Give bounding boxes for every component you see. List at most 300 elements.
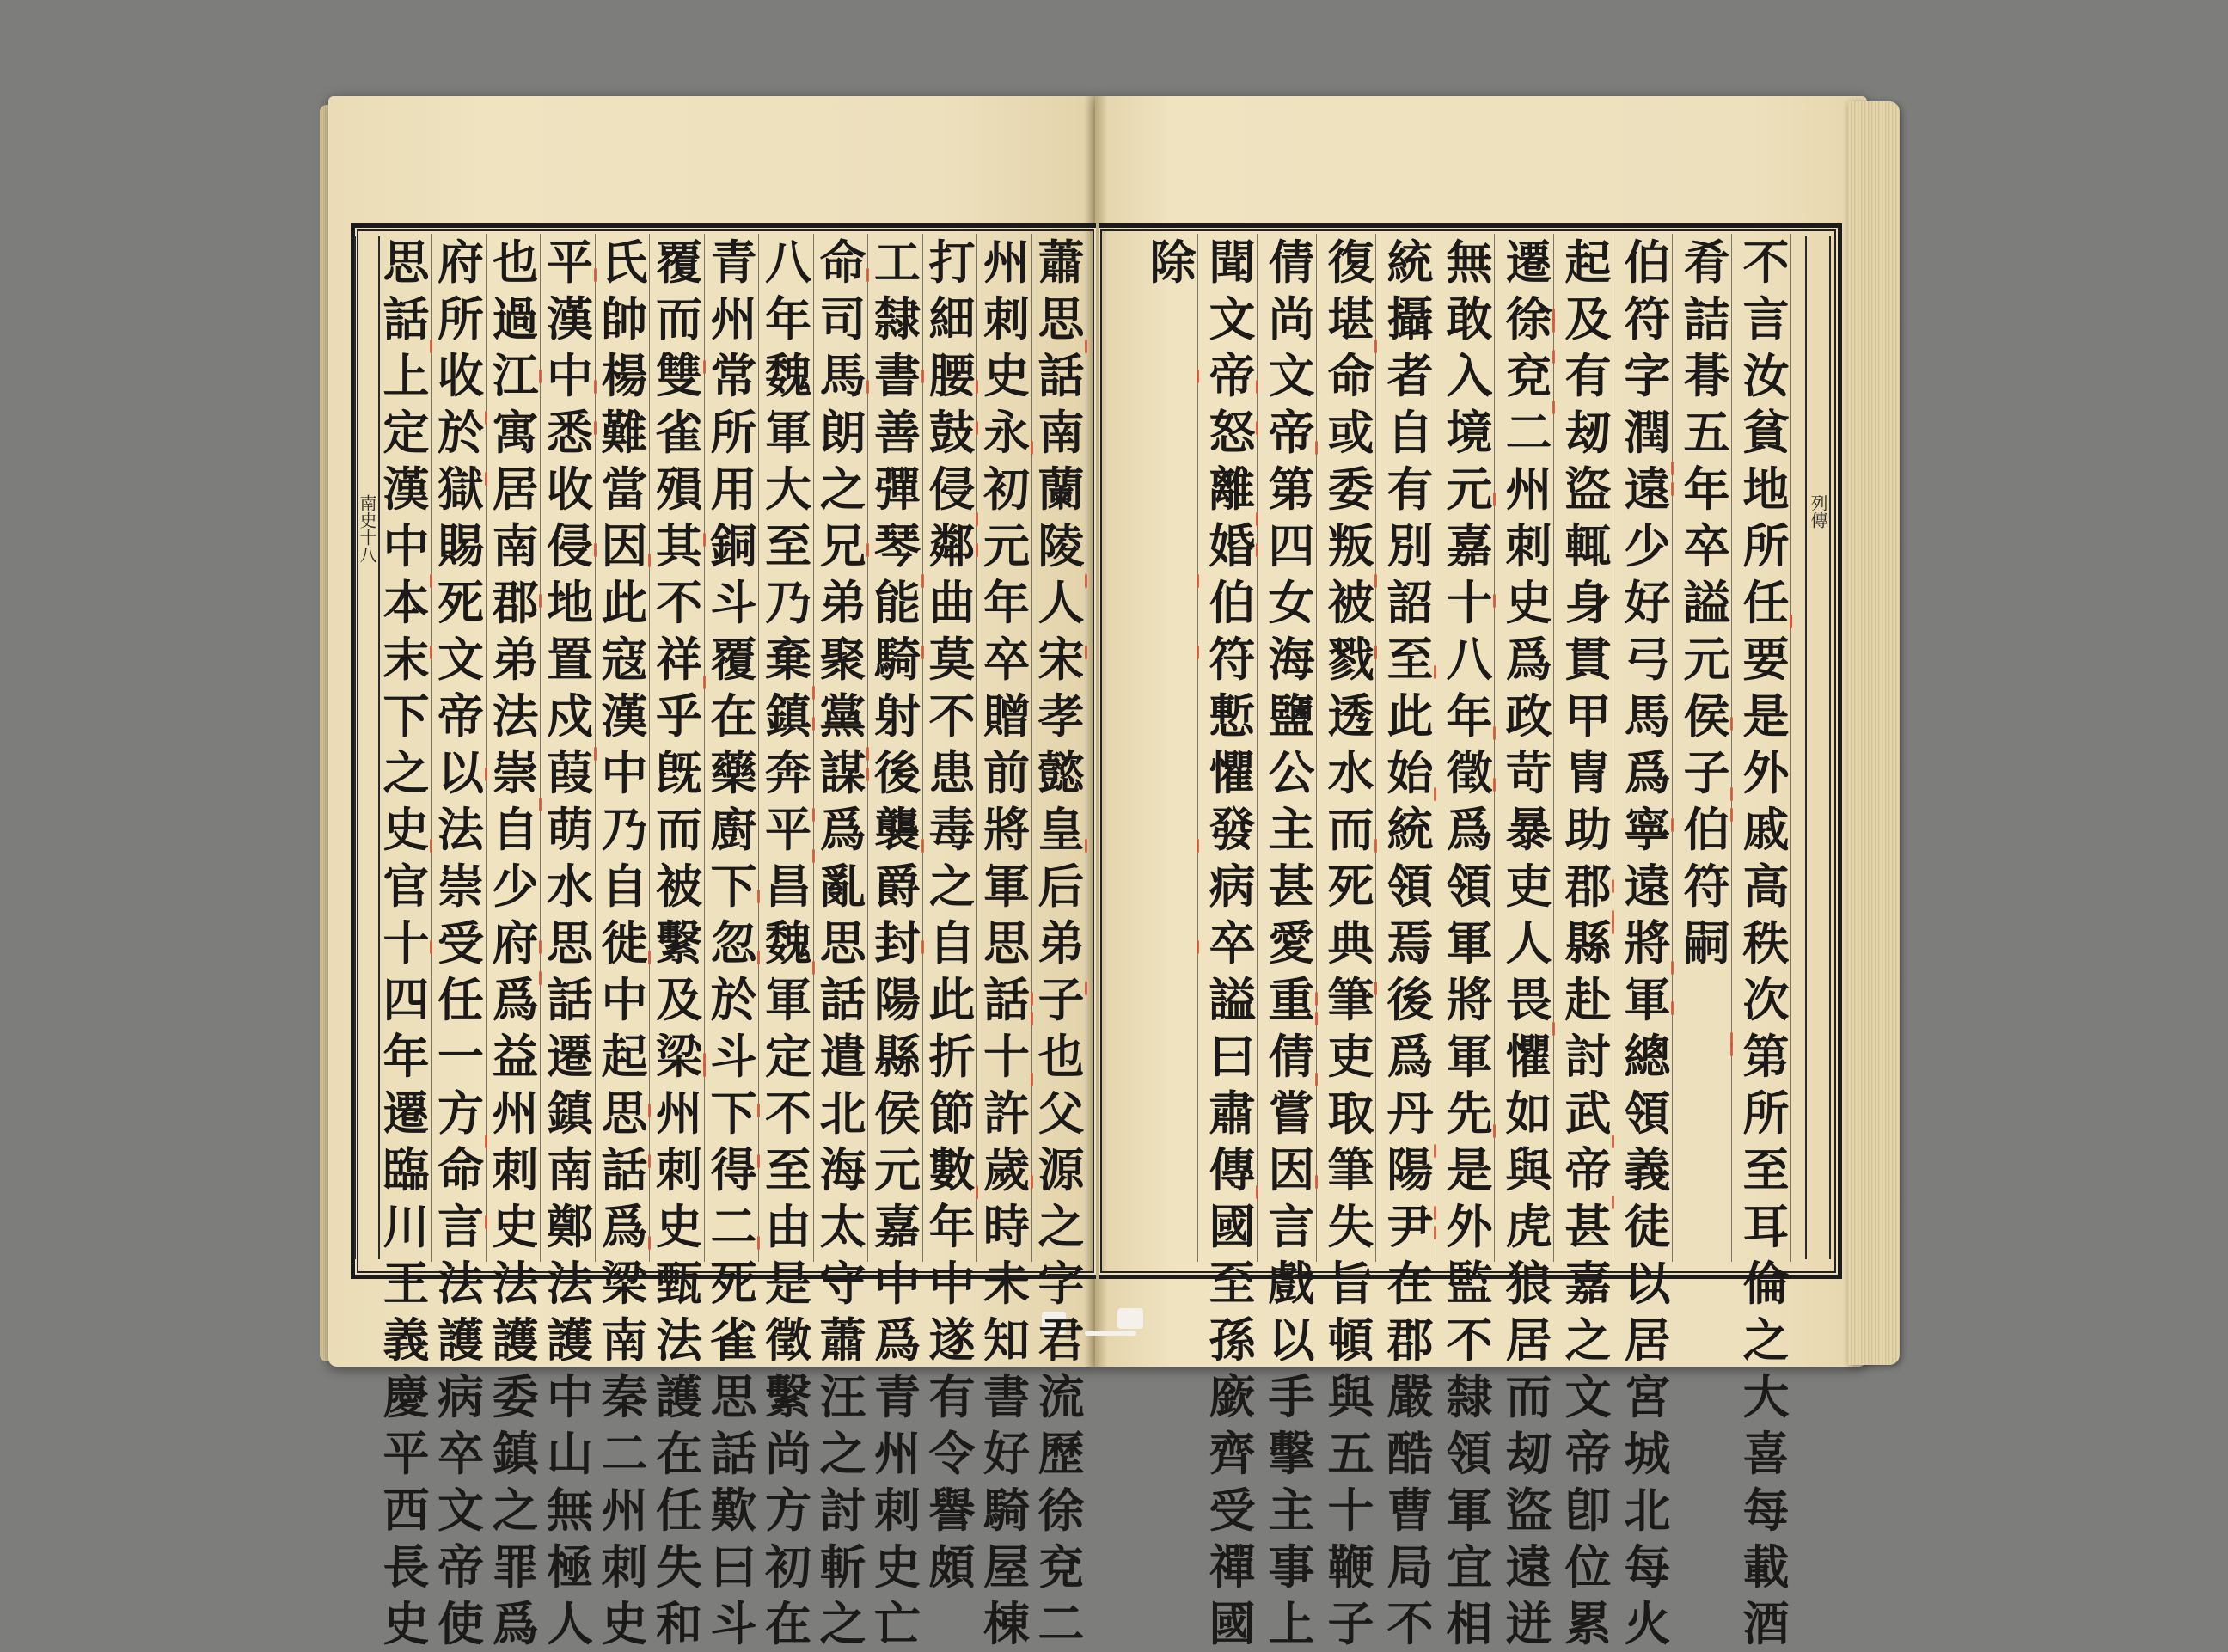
character: 死 <box>438 575 484 630</box>
character: 之 <box>1564 1312 1612 1367</box>
red-mark <box>1197 839 1199 853</box>
character: 射 <box>874 688 921 743</box>
text-column <box>1326 234 1376 1651</box>
red-mark <box>594 543 597 557</box>
character: 中 <box>383 518 430 573</box>
character: 侯 <box>1683 688 1730 743</box>
character: 州 <box>983 235 1030 290</box>
character: 史 <box>874 1539 921 1594</box>
character: 史 <box>983 348 1030 403</box>
character: 將 <box>983 802 1030 857</box>
character: 話 <box>547 972 593 1027</box>
character: 符 <box>1209 632 1256 687</box>
red-mark <box>1434 1226 1436 1239</box>
character: 在 <box>765 1596 811 1651</box>
character: 隸 <box>1446 1369 1493 1424</box>
character: 郡 <box>1564 859 1612 914</box>
character: 陽 <box>1386 1142 1434 1197</box>
character: 大 <box>765 462 811 517</box>
character: 人 <box>547 1596 593 1651</box>
character: 不 <box>928 688 976 743</box>
character: 十 <box>983 1029 1030 1084</box>
character: 縣 <box>874 1029 921 1084</box>
red-mark <box>757 951 760 964</box>
character: 侯 <box>874 1086 921 1141</box>
character: 奔 <box>765 745 811 800</box>
character: 義 <box>1624 1142 1671 1197</box>
character: 嘗 <box>1268 1086 1315 1141</box>
character: 徵 <box>1446 745 1493 800</box>
text-column <box>1623 234 1673 1651</box>
character: 乃 <box>765 575 811 630</box>
character: 透 <box>1327 688 1374 743</box>
character: 後 <box>1386 972 1434 1027</box>
character: 統 <box>1386 802 1434 857</box>
right-center-strip <box>1805 236 1831 1259</box>
character: 亂 <box>819 859 866 914</box>
character: 城 <box>1624 1426 1671 1481</box>
character: 在 <box>1386 1256 1434 1311</box>
character: 州 <box>601 1483 648 1538</box>
red-mark <box>539 940 542 954</box>
character: 譽 <box>928 1483 976 1538</box>
character: 刺 <box>983 291 1030 346</box>
red-mark <box>485 472 487 486</box>
character: 知 <box>983 1312 1030 1367</box>
character: 初 <box>983 462 1030 517</box>
character: 爲 <box>1505 632 1552 687</box>
red-mark <box>485 1215 487 1229</box>
character: 十 <box>383 915 430 970</box>
character: 賜 <box>438 518 484 573</box>
character: 所 <box>1742 1086 1790 1141</box>
character: 文 <box>438 1483 484 1538</box>
character: 軍 <box>1446 1483 1493 1538</box>
character: 法 <box>438 1256 484 1311</box>
character: 守 <box>819 1256 866 1311</box>
character: 離 <box>1209 462 1256 517</box>
character: 爲 <box>492 1596 539 1651</box>
character: 卒 <box>1209 915 1256 970</box>
character: 崇 <box>438 859 484 914</box>
character: 宮 <box>1624 1369 1671 1424</box>
character: 平 <box>765 802 811 857</box>
character: 人 <box>1037 575 1085 630</box>
character: 當 <box>601 462 648 517</box>
character: 起 <box>1564 235 1612 290</box>
character: 有 <box>1564 348 1612 403</box>
text-column <box>491 234 541 1651</box>
character: 法 <box>438 802 484 857</box>
red-mark <box>1612 1135 1614 1148</box>
character: 話 <box>383 291 430 346</box>
character: 思 <box>383 235 430 290</box>
character: 贈 <box>983 688 1030 743</box>
character: 言 <box>438 1199 484 1254</box>
red-mark <box>594 268 597 282</box>
center-label: 南史十八 <box>357 494 377 563</box>
character: 海 <box>1268 632 1315 687</box>
character: 長 <box>383 1539 430 1594</box>
character: 鞭 <box>1327 1539 1374 1594</box>
character: 甚 <box>1564 1199 1612 1254</box>
character: 弟 <box>492 632 539 687</box>
character: 有 <box>928 1369 976 1424</box>
character: 話 <box>710 1426 757 1481</box>
character: 擊 <box>1268 1426 1315 1481</box>
character: 自 <box>601 859 648 914</box>
character: 自 <box>1386 405 1434 460</box>
character: 第 <box>1742 1029 1790 1084</box>
character: 發 <box>1209 802 1256 857</box>
character: 總 <box>1624 1029 1671 1084</box>
character: 鎮 <box>547 1086 593 1141</box>
character: 尚 <box>765 1426 811 1481</box>
red-mark <box>485 1135 487 1148</box>
character: 不 <box>765 1086 811 1141</box>
text-column <box>709 234 759 1651</box>
character: 蕭 <box>819 1312 866 1367</box>
red-mark <box>430 574 432 588</box>
character: 旨 <box>1327 1256 1374 1311</box>
character: 帝 <box>1564 1426 1612 1481</box>
character: 府 <box>438 235 484 290</box>
red-mark <box>1671 1001 1674 1015</box>
character: 貧 <box>1742 405 1790 460</box>
character: 中 <box>601 745 648 800</box>
character: 暴 <box>1505 802 1552 857</box>
character: 法 <box>492 688 539 743</box>
character: 元 <box>1683 632 1730 687</box>
character: 上 <box>1268 1596 1315 1651</box>
character: 隸 <box>874 291 921 346</box>
character: 常 <box>710 348 757 403</box>
character: 鄰 <box>928 518 976 573</box>
character: 卒 <box>1683 518 1730 573</box>
character: 廚 <box>710 802 757 857</box>
character: 宋 <box>1037 632 1085 687</box>
character: 方 <box>438 1086 484 1141</box>
character: 懼 <box>1209 745 1256 800</box>
character: 迸 <box>1505 1596 1552 1651</box>
character: 刺 <box>656 1142 702 1197</box>
character: 先 <box>1446 1086 1493 1141</box>
character: 軍 <box>1624 972 1671 1027</box>
red-mark <box>648 1236 651 1250</box>
character: 刺 <box>1505 518 1552 573</box>
character: 也 <box>492 235 539 290</box>
character: 其 <box>656 518 702 573</box>
character: 元 <box>983 518 1030 573</box>
character: 子 <box>1037 972 1085 1027</box>
character: 事 <box>1268 1539 1315 1594</box>
character: 襲 <box>874 802 921 857</box>
character: 肅 <box>1209 1086 1256 1141</box>
character: 戮 <box>1327 632 1374 687</box>
character: 封 <box>874 915 921 970</box>
character: 年 <box>1683 462 1730 517</box>
character: 秩 <box>1742 915 1790 970</box>
character: 年 <box>928 1199 976 1254</box>
character: 至 <box>1209 1256 1256 1311</box>
red-mark <box>1552 350 1555 364</box>
character: 初 <box>765 1539 811 1594</box>
red-mark <box>1493 1124 1496 1138</box>
character: 被 <box>1327 575 1374 630</box>
character: 也 <box>1037 1029 1085 1084</box>
character: 火 <box>1624 1596 1671 1651</box>
character: 每 <box>1624 1539 1671 1594</box>
red-mark <box>1671 961 1674 975</box>
character: 至 <box>765 1142 811 1197</box>
character: 下 <box>710 1086 757 1141</box>
red-mark <box>1315 1073 1318 1086</box>
character: 葭 <box>547 745 593 800</box>
character: 大 <box>1742 1369 1790 1424</box>
character: 符 <box>1624 291 1671 346</box>
character: 陵 <box>1037 518 1085 573</box>
character: 法 <box>656 1312 702 1367</box>
red-mark <box>812 686 815 700</box>
character: 之 <box>492 1483 539 1538</box>
character: 北 <box>1624 1483 1671 1538</box>
character: 而 <box>1327 802 1374 857</box>
character: 位 <box>1564 1539 1612 1594</box>
character: 法 <box>547 1256 593 1311</box>
character: 黨 <box>819 688 866 743</box>
character: 思 <box>983 915 1030 970</box>
text-column <box>382 234 432 1651</box>
character: 要 <box>1742 632 1790 687</box>
character: 伯 <box>1624 235 1671 290</box>
character: 歎 <box>710 1483 757 1538</box>
character: 監 <box>1446 1256 1493 1311</box>
red-mark <box>1256 543 1258 557</box>
character: 朞 <box>1683 348 1730 403</box>
character: 青 <box>710 235 757 290</box>
character: 受 <box>438 915 484 970</box>
character: 卒 <box>983 632 1030 687</box>
character: 以 <box>1624 1256 1671 1311</box>
character: 典 <box>1327 915 1374 970</box>
character: 耳 <box>1742 1199 1790 1254</box>
character: 護 <box>438 1312 484 1367</box>
character: 所 <box>1742 518 1790 573</box>
character: 之 <box>819 1426 866 1481</box>
character: 史 <box>656 1199 702 1254</box>
character: 工 <box>874 235 921 290</box>
character: 死 <box>1327 859 1374 914</box>
text-column <box>818 234 868 1651</box>
red-mark <box>539 798 542 811</box>
character: 爲 <box>1386 1029 1434 1084</box>
character: 使 <box>438 1596 484 1651</box>
character: 寇 <box>601 632 648 687</box>
character: 不 <box>1386 1596 1434 1651</box>
character: 亡 <box>874 1596 921 1651</box>
character: 聚 <box>819 632 866 687</box>
character: 鄭 <box>547 1199 593 1254</box>
character: 爲 <box>601 1199 648 1254</box>
character: 在 <box>656 1426 702 1481</box>
red-mark <box>430 646 432 659</box>
character: 州 <box>492 1086 539 1141</box>
character: 爲 <box>819 802 866 857</box>
character: 陽 <box>874 972 921 1027</box>
red-mark <box>1612 879 1614 893</box>
character: 及 <box>1564 291 1612 346</box>
character: 公 <box>1268 745 1315 800</box>
red-mark <box>1493 594 1496 608</box>
character: 是 <box>765 1256 811 1311</box>
character: 失 <box>1327 1199 1374 1254</box>
character: 氏 <box>601 235 648 290</box>
character: 水 <box>1327 745 1374 800</box>
character: 節 <box>928 1086 976 1141</box>
red-mark <box>1197 370 1199 383</box>
character: 吏 <box>1327 1029 1374 1084</box>
character: 少 <box>492 859 539 914</box>
character: 南 <box>492 518 539 573</box>
red-mark <box>1434 1144 1436 1158</box>
character: 和 <box>656 1596 702 1651</box>
character: 水 <box>547 859 593 914</box>
red-mark <box>1315 441 1318 455</box>
character: 徙 <box>601 915 648 970</box>
character: 後 <box>874 745 921 800</box>
red-mark <box>976 512 978 526</box>
character: 歷 <box>1037 1426 1085 1481</box>
red-mark <box>1031 1175 1033 1189</box>
character: 鎮 <box>765 688 811 743</box>
red-mark <box>1612 1196 1614 1209</box>
text-column <box>546 234 596 1651</box>
character: 末 <box>383 632 430 687</box>
red-mark <box>1197 646 1199 659</box>
character: 酷 <box>1386 1426 1434 1481</box>
character: 二 <box>601 1426 648 1481</box>
red-mark <box>921 940 924 954</box>
character: 好 <box>1624 575 1671 630</box>
character: 爲 <box>874 1312 921 1367</box>
character: 斗 <box>710 1596 757 1651</box>
character: 官 <box>383 859 430 914</box>
red-mark <box>976 543 978 557</box>
character: 因 <box>1268 1142 1315 1197</box>
red-mark <box>594 747 597 761</box>
character: 斗 <box>710 575 757 630</box>
text-column <box>655 234 705 1651</box>
character: 銅 <box>710 518 757 573</box>
character: 刺 <box>874 1483 921 1538</box>
character: 思 <box>547 915 593 970</box>
red-mark <box>1085 574 1087 588</box>
character: 萌 <box>547 802 593 857</box>
character: 將 <box>1624 915 1671 970</box>
character: 詰 <box>1683 291 1730 346</box>
character: 漢 <box>547 291 593 346</box>
character: 置 <box>547 632 593 687</box>
character: 流 <box>1037 1369 1085 1424</box>
character: 魏 <box>765 915 811 970</box>
character: 郡 <box>492 575 539 630</box>
character: 源 <box>1037 1142 1085 1197</box>
red-mark <box>539 370 542 383</box>
character: 定 <box>765 1029 811 1084</box>
character: 人 <box>1505 915 1552 970</box>
character: 聞 <box>1209 235 1256 290</box>
character: 怒 <box>1209 405 1256 460</box>
character: 居 <box>1624 1312 1671 1367</box>
character: 曰 <box>710 1539 757 1594</box>
text-column <box>873 234 923 1651</box>
binding-thread <box>1117 1308 1143 1329</box>
text-column <box>1267 234 1317 1651</box>
character: 腰 <box>928 348 976 403</box>
character: 護 <box>547 1312 593 1367</box>
red-mark <box>703 676 706 689</box>
character: 思 <box>819 915 866 970</box>
character: 州 <box>710 291 757 346</box>
character: 好 <box>983 1426 1030 1481</box>
red-mark <box>1434 787 1436 801</box>
red-mark <box>485 768 487 781</box>
red-mark <box>430 839 432 853</box>
character: 嘉 <box>874 1199 921 1254</box>
character: 婚 <box>1209 518 1256 573</box>
character: 莫 <box>928 632 976 687</box>
character: 永 <box>983 405 1030 460</box>
character: 宜 <box>1446 1539 1493 1594</box>
character: 謚 <box>1683 575 1730 630</box>
character: 昌 <box>765 859 811 914</box>
character: 起 <box>601 1029 648 1084</box>
character: 王 <box>383 1256 430 1311</box>
character: 統 <box>1386 235 1434 290</box>
character: 取 <box>1327 1086 1374 1141</box>
character: 刼 <box>1505 1426 1552 1481</box>
red-mark <box>594 421 597 435</box>
character: 史 <box>383 802 430 857</box>
character: 任 <box>656 1483 702 1538</box>
character: 梁 <box>601 1256 648 1311</box>
character: 四 <box>1268 518 1315 573</box>
character: 相 <box>1446 1596 1493 1651</box>
character: 委 <box>1327 462 1374 517</box>
character: 秦 <box>601 1369 648 1424</box>
character: 身 <box>1564 575 1612 630</box>
red-mark <box>1256 421 1258 435</box>
character: 寧 <box>1624 802 1671 857</box>
character: 地 <box>1742 462 1790 517</box>
character: 患 <box>928 745 976 800</box>
right-page-edge <box>1848 101 1900 1365</box>
character: 郡 <box>1386 1312 1434 1367</box>
character: 之 <box>1037 1199 1085 1254</box>
red-mark <box>812 849 815 863</box>
red-mark <box>1315 1012 1318 1025</box>
character: 思 <box>1037 291 1085 346</box>
character: 兄 <box>819 518 866 573</box>
character: 騎 <box>983 1483 1030 1538</box>
character: 書 <box>874 348 921 403</box>
character: 病 <box>1209 859 1256 914</box>
text-column <box>437 234 487 1651</box>
character: 愛 <box>1268 915 1315 970</box>
character: 府 <box>492 915 539 970</box>
character: 失 <box>656 1539 702 1594</box>
red-mark <box>921 646 924 659</box>
